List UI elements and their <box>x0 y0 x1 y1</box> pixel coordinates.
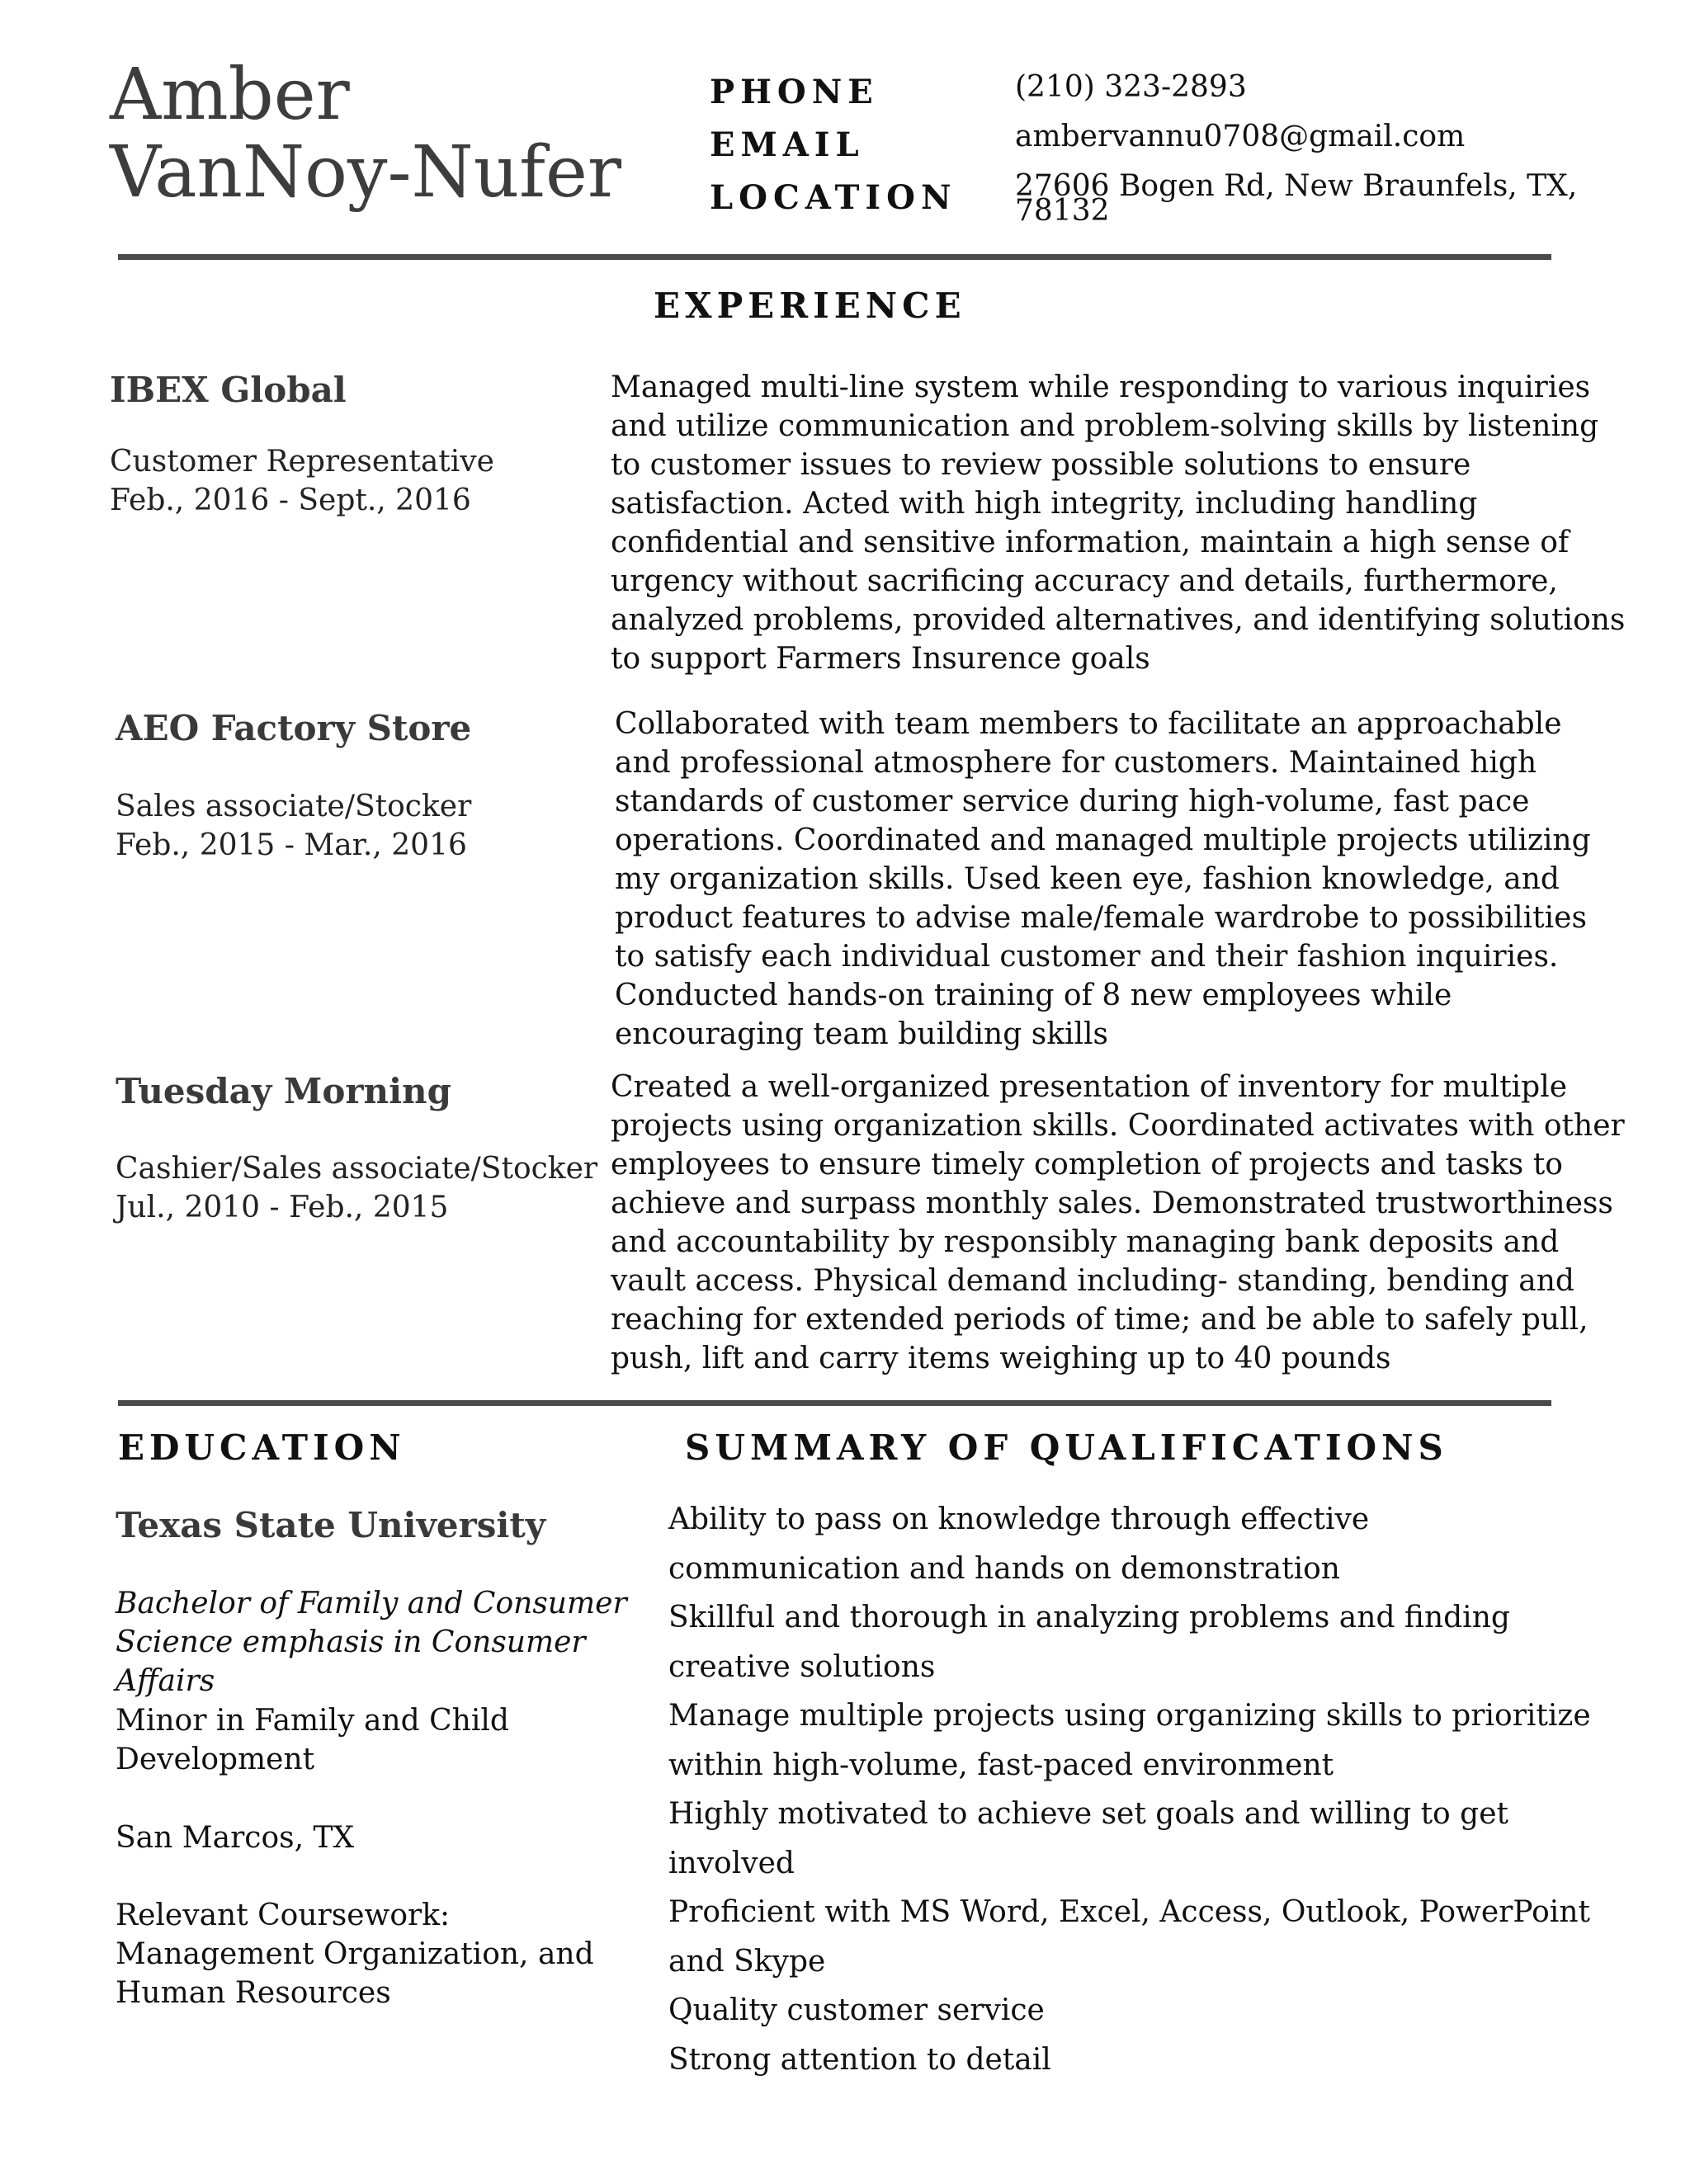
location-value-line2: 78132 <box>1015 194 1110 228</box>
job-dates: Feb., 2016 - Sept., 2016 <box>110 483 471 517</box>
school-location: San Marcos, TX <box>116 1821 355 1855</box>
email-value: ambervannu0708@gmail.com <box>1015 120 1466 153</box>
job-dates: Jul., 2010 - Feb., 2015 <box>116 1191 449 1224</box>
qualifications-list <box>668 1495 1609 2084</box>
location-label: LOCATION <box>710 178 957 217</box>
name-first: Amber <box>110 54 350 136</box>
list-item: Manage multiple projects using organizing skills to prioritize within high-volume, fast-paced environment <box>668 1699 1591 1782</box>
qualifications-heading: SUMMARY OF QUALIFICATIONS <box>685 1427 1448 1468</box>
list-item: Strong attention to detail <box>668 2042 1051 2077</box>
job-company: IBEX Global <box>110 370 347 410</box>
name-last: VanNoy-Nufer <box>110 131 622 214</box>
list-item: Highly motivated to achieve set goals and willing to get involved <box>668 1797 1508 1880</box>
job-company: Tuesday Morning <box>116 1071 451 1111</box>
coursework: Relevant Coursework: Management Organization, and Human Resources <box>116 1899 594 2010</box>
minor: Minor in Family and Child Development <box>116 1704 509 1776</box>
list-item: Proficient with MS Word, Excel, Access, Outlook, PowerPoint and Skype <box>668 1895 1590 1979</box>
phone-label: PHONE <box>710 73 879 111</box>
experience-divider <box>118 1400 1551 1406</box>
job-dates: Feb., 2015 - Mar., 2016 <box>116 828 467 862</box>
list-item: Quality customer service <box>668 1993 1045 2027</box>
job-description: Collaborated with team members to facilitate an approachable and professional atmosphere for customers. Maintained high standards of customer service during high-volume, fast pace operations. Coordinated and managed multiple projects utilizing my organization skills. Used keen eye, fashion knowledge, and product features to advise male/female wardrobe to possibilities to satisfy each individual customer and their fashion inquiries. Conducted hands-on training of 8 new employees while encouraging team building skills <box>615 707 1591 1051</box>
list-item: Skillful and thorough in analyzing problems and finding creative solutions <box>668 1601 1510 1684</box>
job-description: Created a well-organized presentation of inventory for multiple projects using organization skills. Coordinated activates with other employees to ensure timely completion of projects and tasks to achieve and surpass monthly sales. Demonstrated trustworthiness and accountability by responsibly managing bank deposits and vault access. Physical demand including- standing, bending and reaching for extended periods of time; and be able to safely pull, push, lift and carry items weighing up to 40 pounds <box>611 1070 1625 1375</box>
job-company: AEO Factory Store <box>116 708 472 748</box>
job-title: Cashier/Sales associate/Stocker <box>116 1152 598 1186</box>
list-item: Ability to pass on knowledge through effective communication and hands on demonstration <box>668 1502 1370 1586</box>
experience-heading: EXPERIENCE <box>654 285 966 326</box>
job-description: Managed multi-line system while responding to various inquiries and utilize communication and problem-solving skills by listening to customer issues to review possible solutions to ensure satisfaction. Acted with high integrity, including handling confidential and sensitive information, maintain a high sense of urgency without sacrificing accuracy and details, furthermore, analyzed problems, provided alternatives, and identifying solutions to support Farmers Insurence goals <box>611 370 1626 676</box>
header-divider <box>118 254 1551 260</box>
job-title: Customer Representative <box>110 445 494 479</box>
degree: Bachelor of Family and Consumer Science emphasis in Consumer Affairs <box>116 1587 627 1698</box>
job-title: Sales associate/Stocker <box>116 790 472 823</box>
education-heading: EDUCATION <box>118 1427 406 1468</box>
phone-value: (210) 323-2893 <box>1015 70 1247 104</box>
location-value-line1: 27606 Bogen Rd, New Braunfels, TX, <box>1015 169 1578 203</box>
email-label: EMAIL <box>710 125 865 164</box>
school-name: Texas State University <box>116 1505 546 1545</box>
